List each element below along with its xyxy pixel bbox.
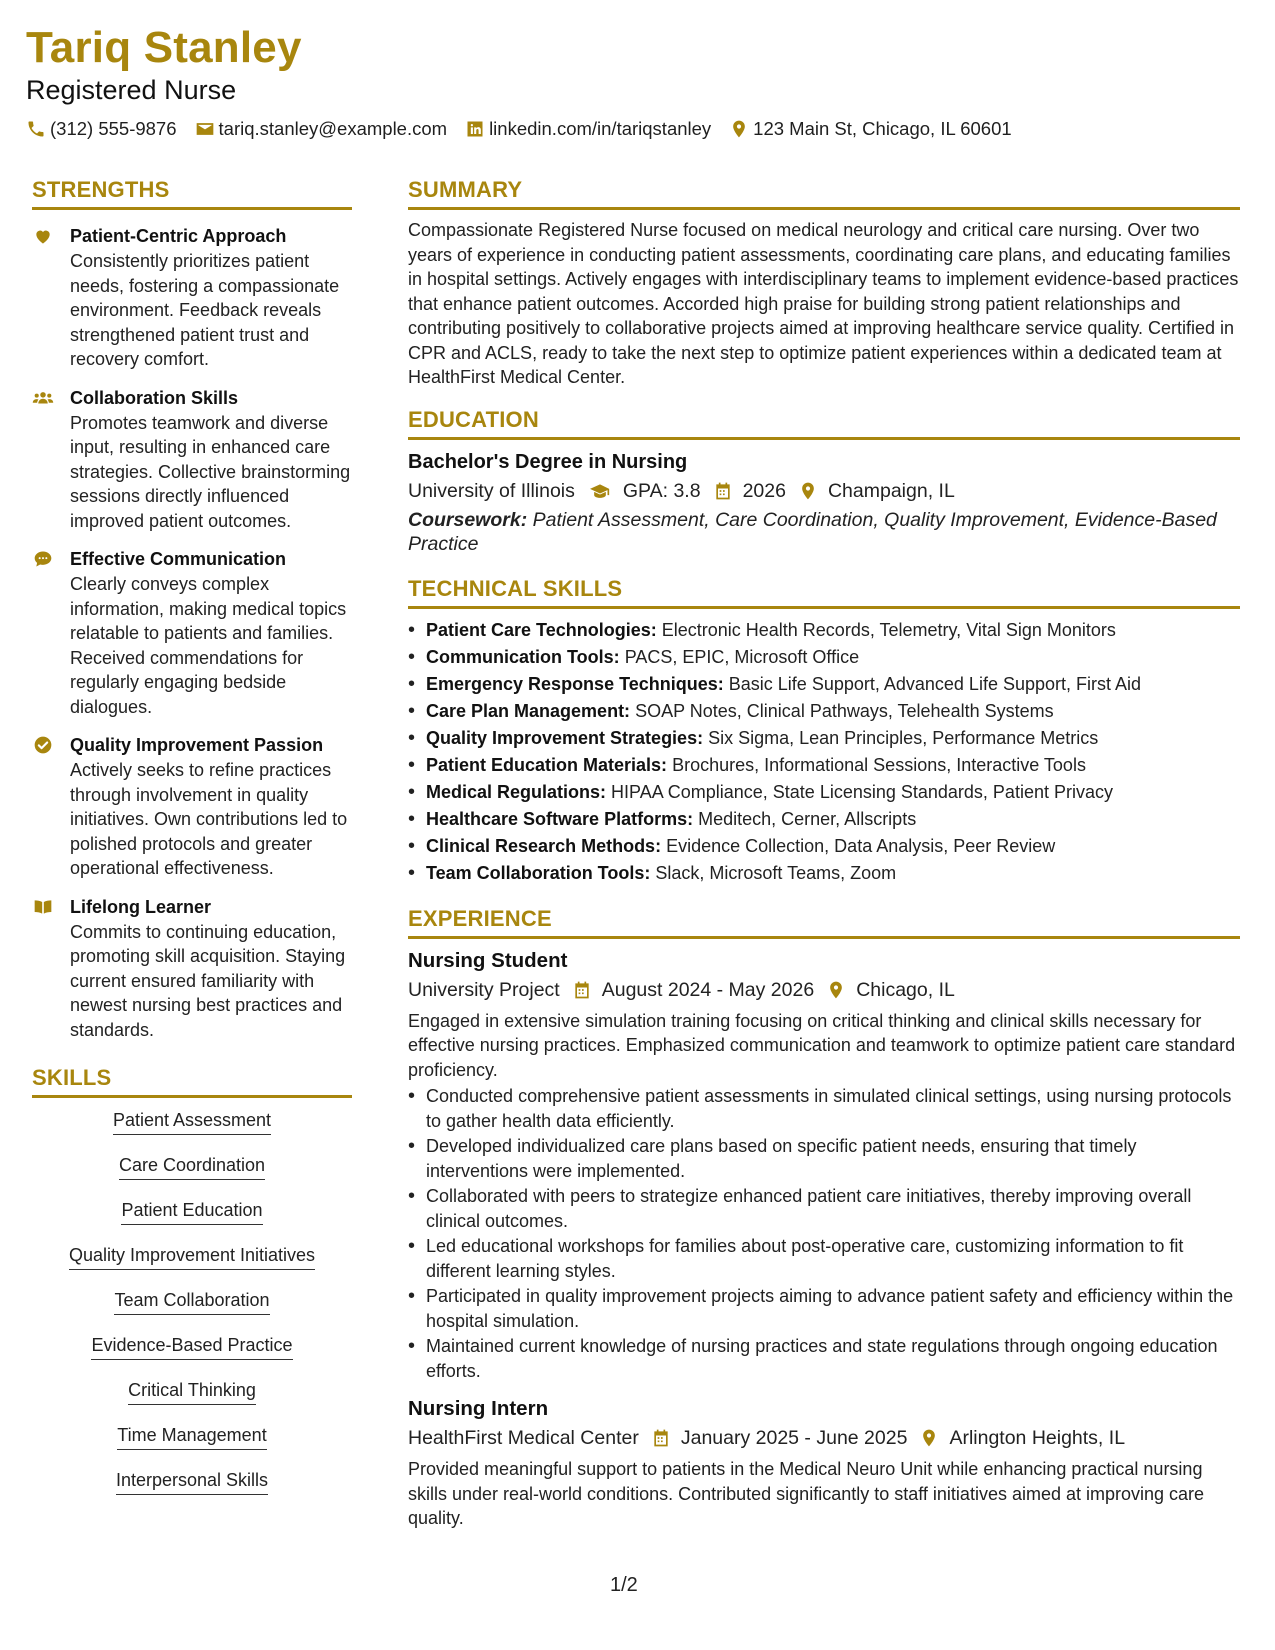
job-entry: [408, 947, 1240, 1384]
resume-header: [26, 22, 1246, 140]
phone-text: (312) 555-9876: [50, 118, 177, 139]
strength-item: [32, 224, 352, 372]
strengths-heading: STRENGTHS: [32, 176, 352, 210]
education-meta: [408, 476, 1240, 506]
strength-item: [32, 895, 352, 1043]
strength-item: [32, 547, 352, 719]
calendar-icon: [572, 980, 592, 1000]
strength-desc: Clearly conveys complex information, making medical topics relatable to patients and families. Received commendations for regularly engaging bedside dialogues.: [70, 574, 347, 717]
candidate-title: Registered Nurse: [26, 75, 237, 105]
strength-name: Effective Communication: [70, 549, 287, 569]
technical-skills-heading: TECHNICAL SKILLS: [408, 575, 1240, 609]
strength-desc: Consistently prioritizes patient needs, fostering a compassionate environment. Feedback reveals strengthened patient trust and recovery comfort.: [70, 251, 340, 369]
school-location: Champaign, IL: [827, 479, 955, 502]
heart-icon: [32, 226, 54, 246]
linkedin-text[interactable]: linkedin.com/in/tariqstanley: [489, 118, 712, 139]
tech-skill-item: • Clinical Research Methods: Evidence Collection, Data Analysis, Peer Review: [408, 833, 1240, 860]
coursework-text: Patient Assessment, Care Coordination, Quality Improvement, Evidence-Based Practice: [408, 508, 1217, 555]
candidate-name: Tariq Stanley: [26, 23, 302, 72]
job-meta: [408, 975, 1240, 1005]
strength-name: Collaboration Skills: [70, 387, 239, 408]
contact-email[interactable]: [195, 118, 448, 140]
email-text[interactable]: tariq.stanley@example.com: [218, 118, 448, 139]
job-description: Engaged in extensive simulation training focusing on critical thinking and clinical skills necessary for effective nursing practices. Emphasized communication and teamwork to optimize patient care standard proficiency.: [408, 1010, 1236, 1080]
linkedin-icon: [465, 119, 485, 139]
calendar-icon: [651, 1428, 671, 1448]
map-pin-icon: [729, 119, 749, 139]
right-column: [408, 176, 1240, 1531]
school-name: University of Illinois: [408, 479, 575, 502]
summary-text: Compassionate Registered Nurse focused on medical neurology and critical care nursing. Over two years of experience in conducting patient assessments, coordinating care plans, and educating families in hospital settings. Actively engages with interdisciplinary teams to implement evidence-based practices that enhance patient outcomes. Accorded high praise for building strong patient relationships and contributing positively to collaborative projects aimed at improving healthcare service quality. Certified in CPR and ACLS, ready to take the next step to optimize patient experiences within a dedicated team at HealthFirst Medical Center.: [408, 220, 1239, 387]
experience-heading: EXPERIENCE: [408, 905, 1240, 939]
job-bullet: • Maintained current knowledge of nursing practices and state regulations through ongoing education efforts.: [408, 1334, 1240, 1383]
skill-item: Critical Thinking: [128, 1378, 256, 1405]
job-meta: [408, 1423, 1240, 1453]
strength-name: Quality Improvement Passion: [70, 735, 324, 755]
users-icon: [32, 388, 54, 408]
grad-year: 2026: [742, 479, 786, 502]
tech-skill-item: • Communication Tools: PACS, EPIC, Microsoft Office: [408, 644, 1240, 671]
tech-skill-item: • Care Plan Management: SOAP Notes, Clinical Pathways, Telehealth Systems: [408, 698, 1240, 725]
tech-skill-item: • Emergency Response Techniques: Basic Life Support, Advanced Life Support, First Aid: [408, 671, 1240, 698]
strength-name: Lifelong Learner: [70, 896, 212, 917]
job-title: Nursing Intern: [408, 1397, 549, 1420]
job-dates: August 2024 - May 2026: [601, 978, 815, 1001]
job-org: HealthFirst Medical Center: [408, 1427, 639, 1449]
skill-item: Evidence-Based Practice: [91, 1333, 292, 1360]
strength-desc: Actively seeks to refine practices through involvement in quality initiatives. Own contributions led to polished protocols and greater operational effectiveness.: [70, 760, 348, 878]
contact-linkedin[interactable]: [465, 118, 711, 140]
check-circle-icon: [32, 735, 54, 755]
contact-row: [26, 118, 1246, 140]
book-icon: [32, 897, 54, 917]
tech-skill-item: • Quality Improvement Strategies: Six Sigma, Lean Principles, Performance Metrics: [408, 725, 1240, 752]
skills-list: [32, 1108, 352, 1513]
map-pin-icon: [798, 481, 818, 501]
gpa-text: GPA: 3.8: [622, 479, 701, 502]
job-dates: January 2025 - June 2025: [680, 1427, 908, 1449]
degree-name: Bachelor's Degree in Nursing: [408, 450, 688, 473]
address-text: 123 Main St, Chicago, IL 60601: [753, 118, 1012, 139]
skills-heading: SKILLS: [32, 1064, 352, 1098]
strength-desc: Commits to continuing education, promoting skill acquisition. Staying current ensured familiarity with newest nursing best practices and standards.: [70, 921, 346, 1040]
envelope-icon: [195, 119, 215, 139]
skill-item: Quality Improvement Initiatives: [69, 1243, 315, 1270]
strengths-list: [32, 224, 352, 1042]
job-bullets: [408, 1084, 1240, 1383]
graduation-cap-icon: [587, 481, 613, 501]
strength-name: Patient-Centric Approach: [70, 226, 287, 246]
contact-phone: [26, 118, 177, 140]
map-pin-icon: [826, 980, 846, 1000]
tech-skill-item: • Patient Care Technologies: Electronic Health Records, Telemetry, Vital Sign Monitors: [408, 617, 1240, 644]
skill-item: Interpersonal Skills: [116, 1468, 268, 1495]
tech-skill-item: • Healthcare Software Platforms: Meditech, Cerner, Allscripts: [408, 806, 1240, 833]
tech-skill-item: • Patient Education Materials: Brochures, Informational Sessions, Interactive Tools: [408, 752, 1240, 779]
job-location: Arlington Heights, IL: [949, 1427, 1126, 1449]
strength-desc: Promotes teamwork and diverse input, resulting in enhanced care strategies. Collective brainstorming sessions directly influenced improved patient outcomes.: [70, 412, 351, 531]
strength-item: [32, 386, 352, 534]
job-bullet: • Led educational workshops for families about post-operative care, customizing information to fit different learning styles.: [408, 1234, 1240, 1283]
skill-item: Time Management: [117, 1423, 266, 1450]
job-bullet: • Developed individualized care plans based on specific patient needs, ensuring that timely interventions were implemented.: [408, 1134, 1240, 1183]
map-pin-icon: [919, 1428, 939, 1448]
job-entry: [408, 1395, 1240, 1531]
page-number: 1/2: [610, 1574, 638, 1596]
strength-item: [32, 733, 352, 881]
job-description: Provided meaningful support to patients in the Medical Neuro Unit while enhancing practical nursing skills under real-world conditions. Contributed significantly to staff initiatives aimed at improving care quality.: [408, 1459, 1205, 1528]
job-bullet: • Collaborated with peers to strategize enhanced patient care initiatives, thereby improving overall clinical outcomes.: [408, 1184, 1240, 1233]
job-org: University Project: [408, 978, 560, 1001]
skill-item: Team Collaboration: [114, 1288, 269, 1315]
technical-skills-list: [408, 617, 1240, 887]
skill-item: Patient Assessment: [113, 1108, 271, 1135]
tech-skill-item: • Medical Regulations: HIPAA Compliance, State Licensing Standards, Patient Privacy: [408, 779, 1240, 806]
job-location: Chicago, IL: [856, 978, 955, 1001]
coursework-label: Coursework:: [408, 508, 528, 531]
skill-item: Care Coordination: [119, 1153, 265, 1180]
education-heading: EDUCATION: [408, 406, 1240, 440]
job-title: Nursing Student: [408, 948, 568, 972]
phone-icon: [26, 119, 46, 139]
tech-skill-item: • Team Collaboration Tools: Slack, Microsoft Teams, Zoom: [408, 860, 1240, 887]
coursework: [408, 508, 1240, 557]
calendar-icon: [713, 481, 733, 501]
skill-item: Patient Education: [121, 1198, 262, 1225]
chat-icon: [32, 549, 54, 569]
job-bullet: • Conducted comprehensive patient assessments in simulated clinical settings, using nursing protocols to gather health data efficiently.: [408, 1084, 1240, 1133]
left-column: [32, 176, 352, 1513]
job-bullet: • Participated in quality improvement projects aiming to advance patient safety and efficiency within the hospital simulation.: [408, 1284, 1240, 1333]
contact-address: [729, 118, 1012, 140]
summary-heading: SUMMARY: [408, 176, 1240, 210]
